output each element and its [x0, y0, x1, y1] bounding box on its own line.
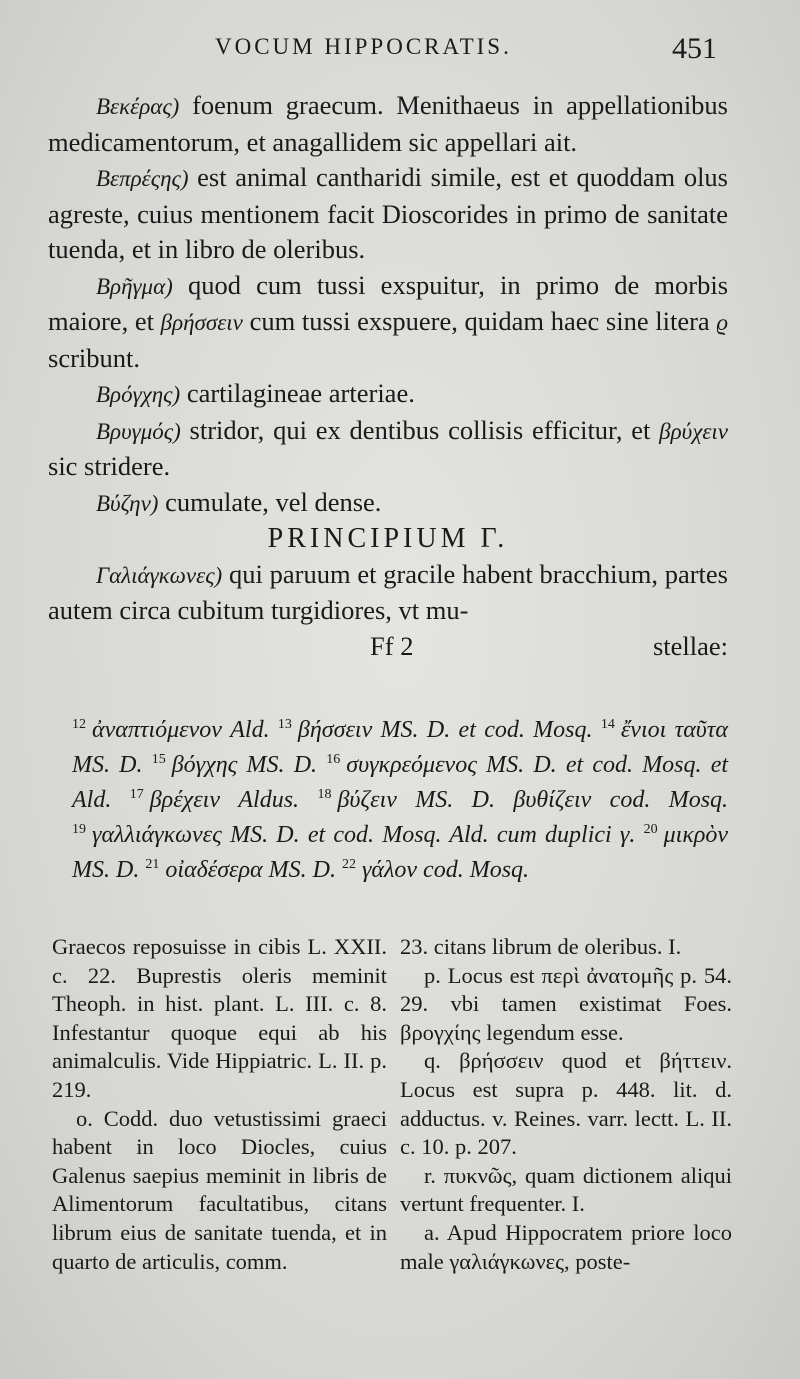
- commentary-right-column: [400, 933, 732, 1276]
- page-header: [0, 32, 800, 72]
- commentary-paragraph: r. πυκνῶς, quam dictionem aliqui vertunt frequenter. I.: [400, 1162, 732, 1217]
- note-number: 14: [600, 717, 615, 732]
- note-text: βύζειν MS. D. βυθίζειν cod. Mosq.: [337, 787, 729, 813]
- note-text: οἰαδέσερα MS. D.: [165, 857, 336, 883]
- entry-term: Βρόγχης): [96, 382, 181, 407]
- entry-text: foenum graecum. Menithaeus in appellationibus medicamentorum, et anagallidem sic appellari ait.: [48, 90, 728, 157]
- entry-text: qui paruum et gracile habent bracchium, partes autem circa cubitum turgidiores, vt mu-: [48, 558, 728, 625]
- page-number: 451: [672, 32, 717, 65]
- entry-paragraph: [48, 88, 728, 160]
- note-number: 17: [129, 787, 144, 802]
- note-text: γάλον cod. Mosq.: [361, 857, 530, 883]
- note-number: 18: [317, 787, 332, 802]
- entry-text: quod cum tussi exspuitur, in primo de morbis maiore, et: [48, 269, 729, 336]
- note-text: ἔνιοι ταῦτα MS. D.: [72, 717, 728, 778]
- commentary-paragraph: o. Codd. duo vetustissimi graeci habent in loco Diocles, cuius Galenus saepius meminit in libris de Alimentorum facultatibus, citans librum eius de sanitate tuenda, et in quarto de articulis, comm.: [52, 1105, 387, 1274]
- signature-mark: Ff 2: [370, 630, 414, 661]
- entry-term: ϱ: [716, 310, 728, 335]
- note-text: συγκρεόμενος MS. D. et cod. Mosq. et Ald.: [72, 752, 729, 813]
- entry-text: est animal cantharidi simile, est et quoddam olus agreste, cuius mentionem facit Dioscorides in primo de sanitate tuenda, et in libro de oleribus.: [48, 162, 728, 264]
- entry-text: stridor, qui ex dentibus collisis efficitur, et: [189, 414, 651, 445]
- entry-paragraph: [48, 485, 728, 522]
- note-text: μικρὸν MS. D.: [72, 822, 729, 883]
- commentary-paragraph: a. Apud Hippocratem priore loco male γαλιάγκωνες, poste-: [400, 1219, 732, 1274]
- entry-text: cum tussi exspuere, quidam haec sine litera: [249, 306, 710, 336]
- note-text: βόγχης MS. D.: [171, 752, 318, 778]
- note-number: 16: [326, 752, 341, 767]
- commentary-paragraph: 23. citans librum de oleribus. I.: [400, 934, 682, 959]
- entry-term: Βεπρέςης): [96, 166, 189, 191]
- note-number: 15: [151, 752, 166, 767]
- entry-term: Βρῆγμα): [96, 273, 173, 299]
- note-number: 21: [145, 857, 160, 872]
- entry-term: Βύζην): [96, 490, 159, 516]
- note-number: 12: [72, 717, 86, 732]
- variant-notes: [72, 710, 728, 885]
- note-number: 20: [643, 822, 658, 837]
- entry-paragraph: [48, 268, 728, 377]
- entry-text: sic stridere.: [48, 451, 171, 481]
- main-text: [48, 88, 728, 663]
- entry-term: Βρυγμός): [96, 418, 181, 444]
- commentary-left-column: [52, 933, 387, 1276]
- entry-term: βρύχειν: [659, 418, 729, 444]
- signature-row: [48, 629, 728, 663]
- commentary-paragraph: p. Locus est περὶ ἀνατομῆς p. 54. 29. vbi tamen existimat Foes. βρογχίης legendum esse.: [400, 962, 732, 1045]
- entry-paragraph: [48, 160, 728, 268]
- running-head: VOCUM HIPPOCRATIS.: [215, 34, 512, 59]
- entry-term: βρήσσειν: [160, 310, 243, 335]
- section-title: PRINCIPIUM Γ.: [267, 523, 509, 554]
- entry-paragraph: [48, 557, 728, 629]
- note-text: βρέχειν Aldus.: [149, 787, 300, 813]
- entry-paragraph: [48, 413, 728, 485]
- entry-text: scribunt.: [48, 342, 140, 373]
- note-number: 22: [341, 857, 356, 872]
- note-number: 13: [277, 717, 292, 732]
- note-text: γαλλιάγκωνες MS. D. et cod. Mosq. Ald. cum duplici γ.: [92, 822, 636, 848]
- entry-text: cumulate, vel dense.: [165, 486, 382, 517]
- note-text: βήσσειν MS. D. et cod. Mosq.: [297, 717, 593, 743]
- note-number: 19: [72, 822, 86, 837]
- line-continuation: stellae:: [652, 630, 728, 661]
- commentary-paragraph: Graecos reposuisse in cibis L. XXII. c. 22. Buprestis oleris meminit Theoph. in hist. plant. L. III. c. 8. Infestantur quoque equi ab his animalculis. Vide Hippiatric. L. II. p. 219.: [52, 934, 387, 1102]
- note-text: ἀναπτιόμενον Ald.: [92, 717, 270, 743]
- entry-text: cartilagineae arteriae.: [186, 378, 415, 408]
- commentary-paragraph: q. βρήσσειν quod et βήττειν. Locus est supra p. 448. lit. d. adductus. v. Reines. varr. lectt. L. II. c. 10. p. 207.: [400, 1048, 732, 1160]
- entry-term: Γαλιάγκωνες): [96, 562, 223, 588]
- entry-paragraph: [48, 376, 728, 413]
- entry-term: Βεκέρας): [96, 94, 180, 119]
